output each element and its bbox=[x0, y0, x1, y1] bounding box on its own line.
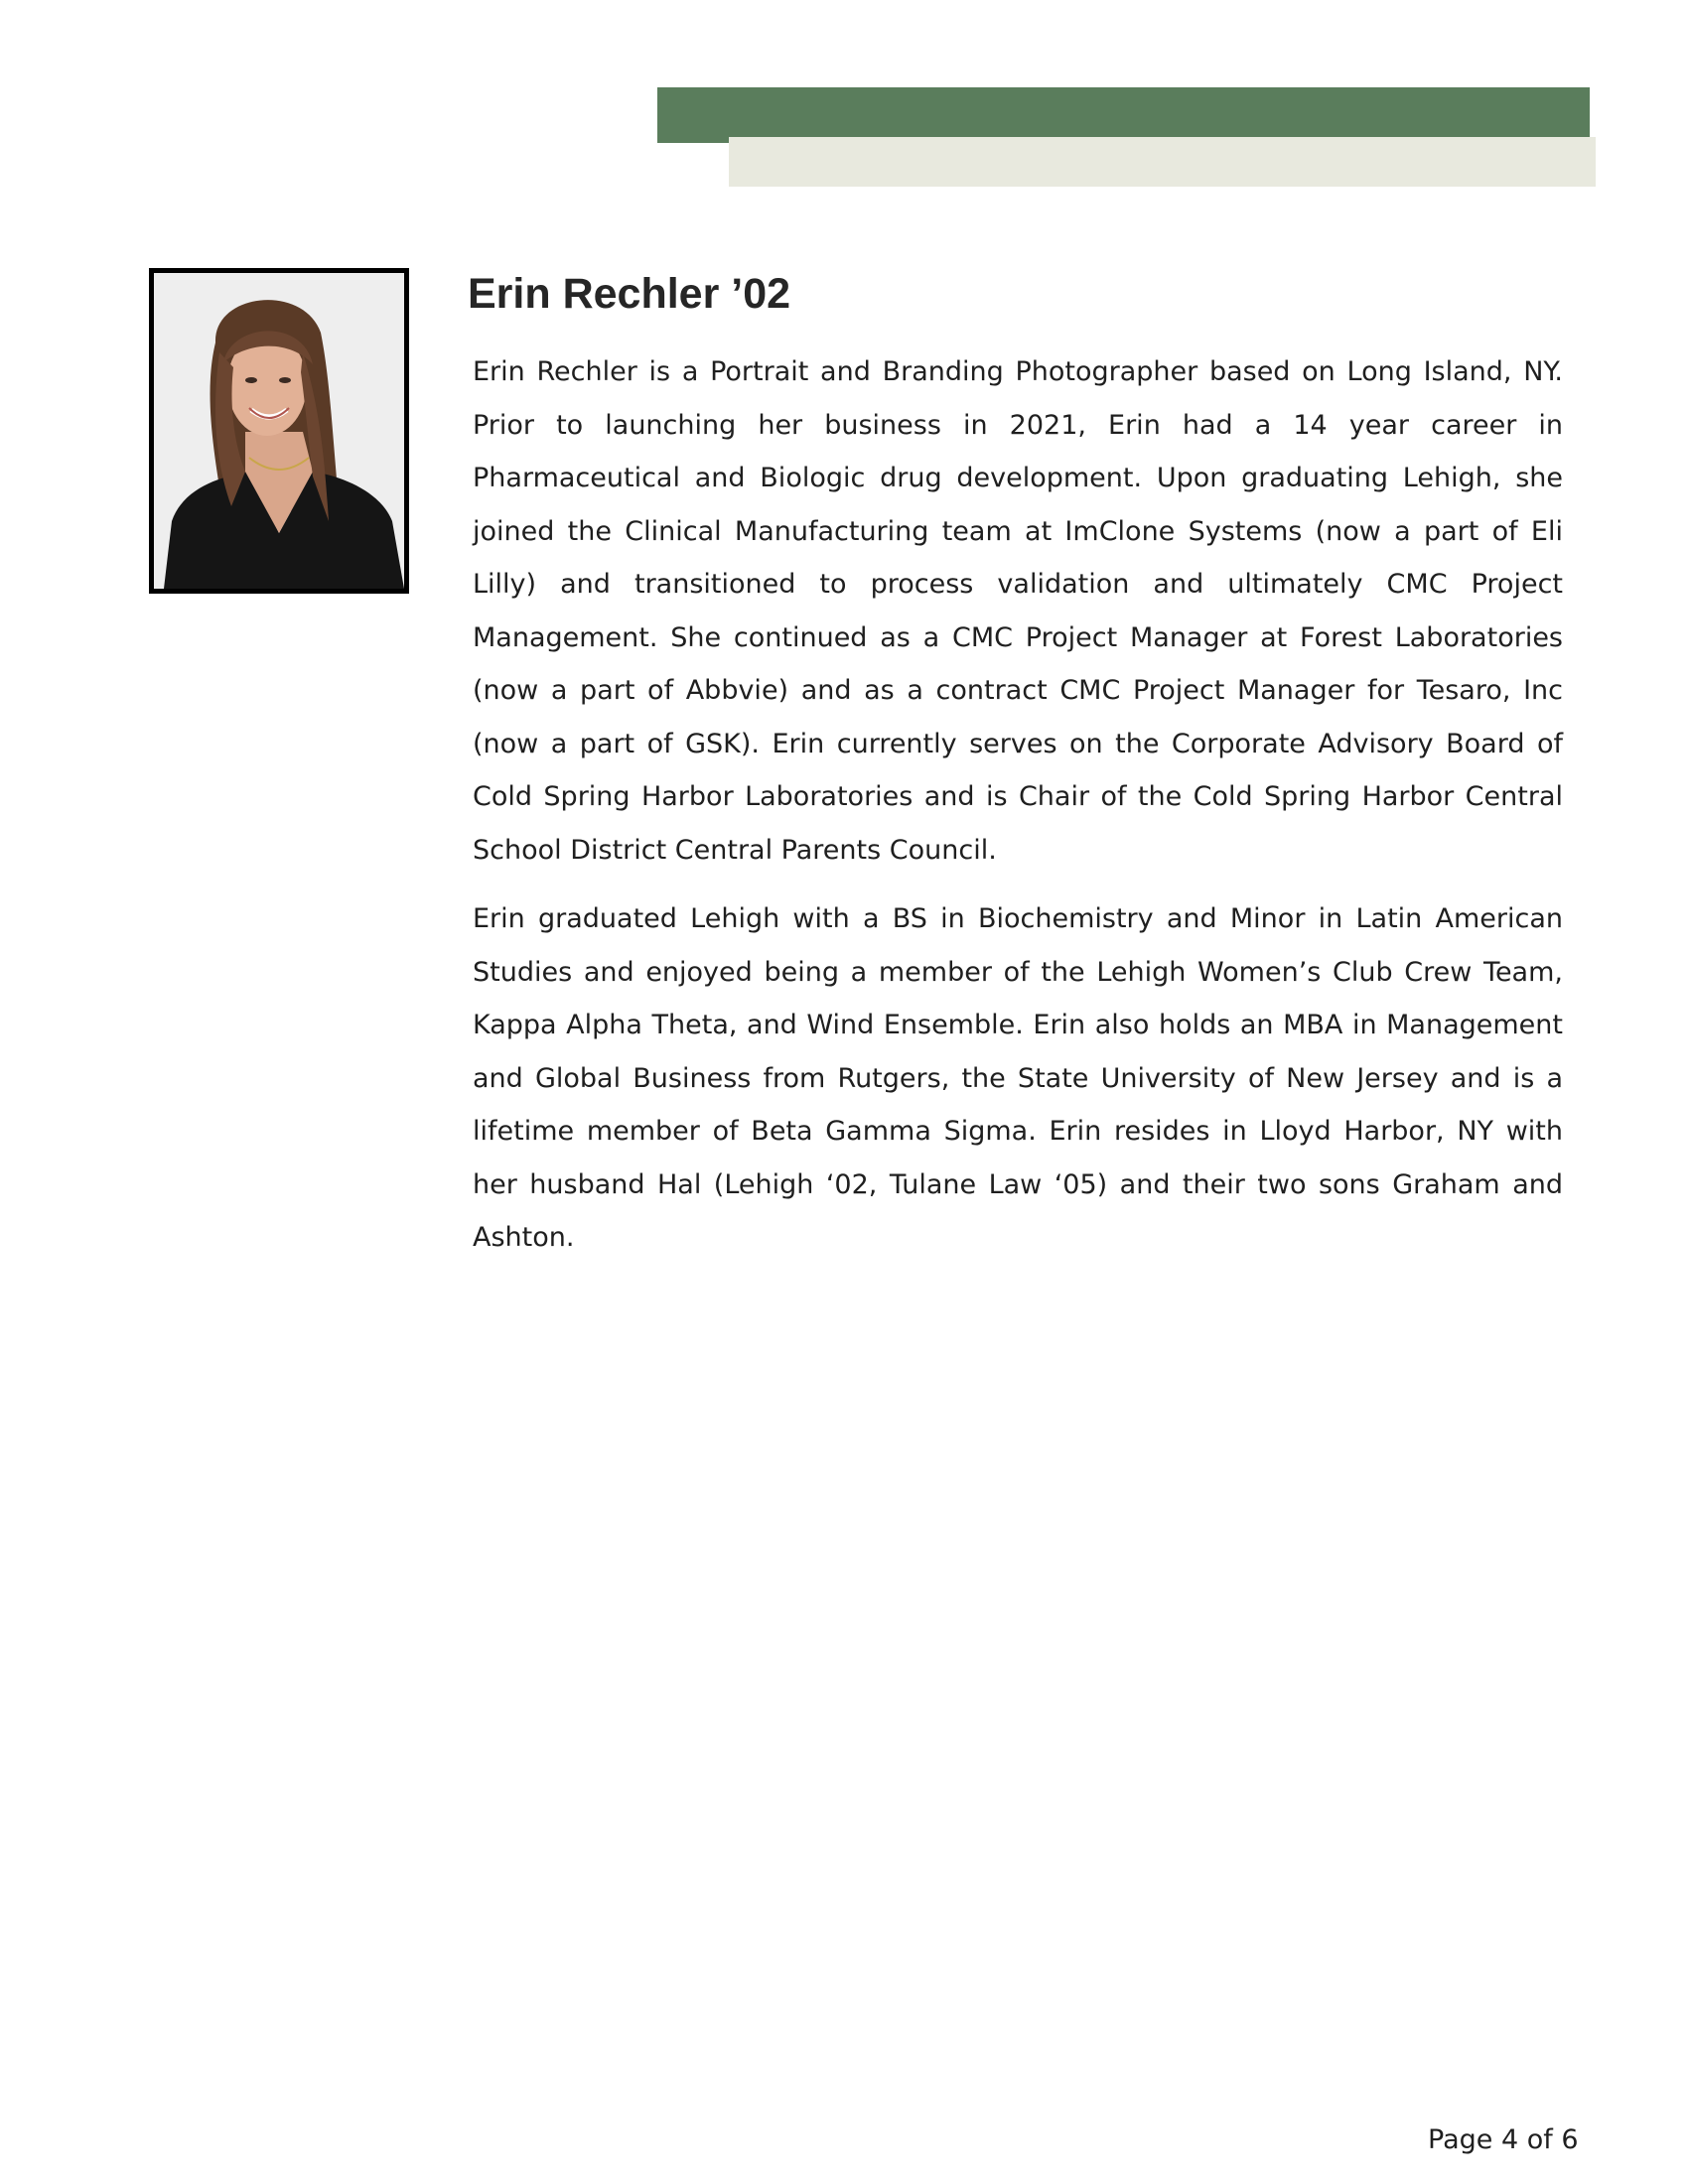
bio-paragraph-1: Erin Rechler is a Portrait and Branding Photographer based on Long Island, NY. Prior to launching her business in 2021, Erin had a 14 year career in Pharmaceutical and Biologic drug development. Upon graduating Lehigh, she joined the Clinical Manufacturing team at ImClone Systems (now a part of Eli Lilly) and transitioned to process validation and ultimately CMC Project Management. She continued as a CMC Project Manager at Forest Laboratories (now a part of Abbvie) and as a contract CMC Project Manager for Tesaro, Inc (now a part of GSK). Erin currently serves on the Corporate Advisory Board of Cold Spring Harbor Laboratories and is Chair of the Cold Spring Harbor Central School District Central Parents Council. bbox=[473, 356, 1563, 866]
profile-name: Erin Rechler ’02 bbox=[468, 270, 791, 318]
profile-photo bbox=[149, 268, 409, 594]
header-accent-bar-dark bbox=[657, 87, 1590, 143]
bio-paragraph-2: Erin graduated Lehigh with a BS in Biochemistry and Minor in Latin American Studies and enjoyed being a member of the Lehigh Women’s Club Crew Team, Kappa Alpha Theta, and Wind Ensemble. Erin also holds an MBA in Management and Global Business from Rutgers, the State University of New Jersey and is a lifetime member of Beta Gamma Sigma. Erin resides in Lloyd Harbor, NY with her husband Hal (Lehigh ‘02, Tulane Law ‘05) and their two sons Graham and Ashton. bbox=[473, 903, 1563, 1253]
page-number: Page 4 of 6 bbox=[1428, 2124, 1579, 2155]
portrait-photo-image bbox=[154, 273, 404, 589]
bio-text bbox=[473, 345, 1563, 1281]
header-accent-bar-light bbox=[729, 137, 1596, 187]
